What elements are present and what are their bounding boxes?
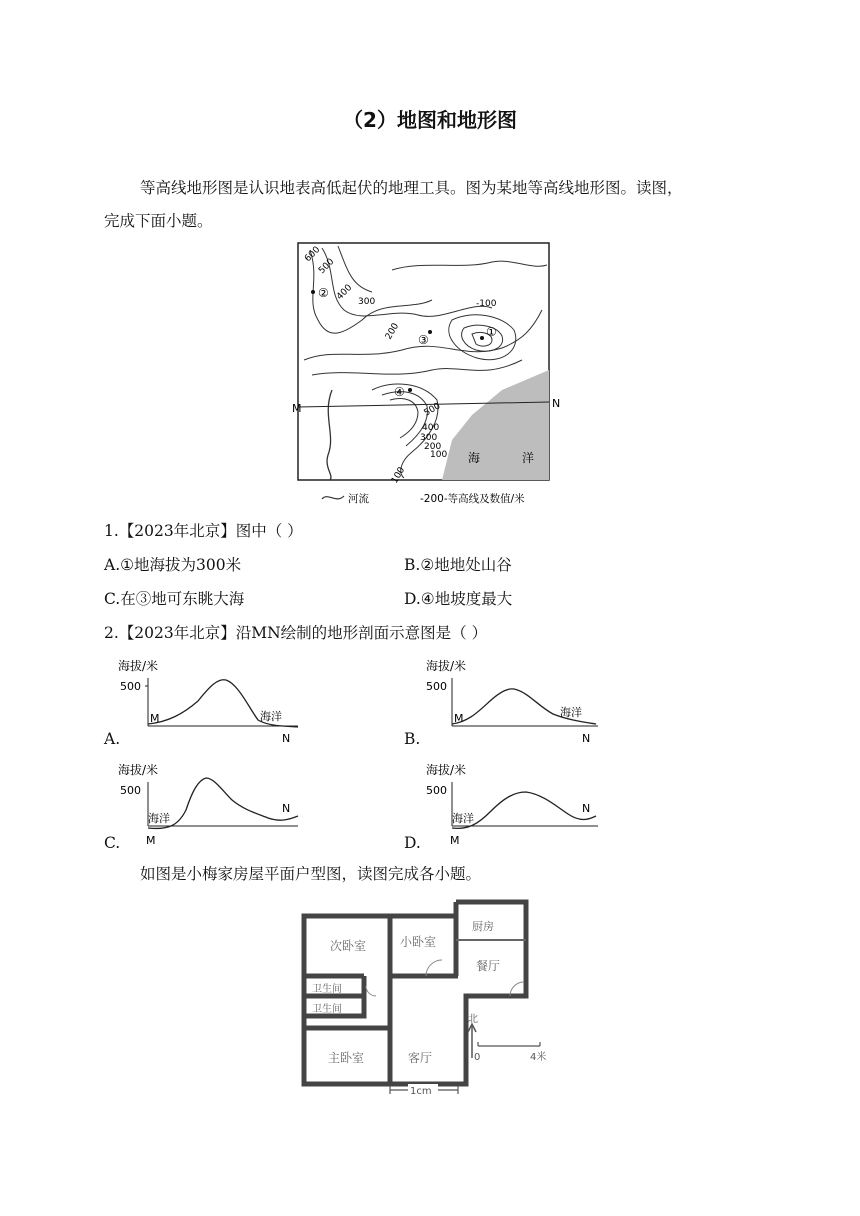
q1-option-a[interactable]: A.①地海拔为300米 bbox=[104, 556, 242, 574]
profile-c[interactable] bbox=[118, 760, 308, 852]
contour-map bbox=[292, 240, 560, 508]
profile-n: N bbox=[282, 732, 291, 745]
profile-m: M bbox=[454, 712, 464, 725]
profile-d[interactable] bbox=[418, 760, 608, 852]
profile-m: M bbox=[146, 834, 156, 847]
point-3-label: ③ bbox=[418, 333, 429, 347]
profile-sea: 海洋 bbox=[148, 812, 170, 825]
contour-value: 400 bbox=[422, 423, 440, 433]
point-1-dot bbox=[480, 336, 484, 340]
contour-value: 300 bbox=[420, 433, 438, 443]
contour-value: -100 bbox=[476, 299, 497, 309]
contour-value: 200 bbox=[424, 442, 442, 452]
scale-end: 4米 bbox=[530, 1052, 547, 1063]
contour-value: 100 bbox=[389, 465, 408, 486]
contour-value: 400 bbox=[335, 282, 355, 303]
q2-option-d-letter[interactable]: D. bbox=[404, 834, 421, 852]
room-small-bedroom: 小卧室 bbox=[400, 935, 437, 949]
profile-ytick: 500 bbox=[120, 784, 141, 797]
n-label: N bbox=[552, 397, 560, 410]
profile-sea: 海洋 bbox=[560, 706, 582, 719]
legend-contour: -200-等高线及数值/米 bbox=[420, 493, 525, 505]
contour-value: 300 bbox=[358, 297, 376, 307]
profile-n: N bbox=[282, 802, 291, 815]
q1-option-b[interactable]: B.②地地处山谷 bbox=[404, 556, 512, 574]
point-4-label: ④ bbox=[394, 385, 405, 399]
floor-plan bbox=[300, 896, 550, 1096]
profile-a[interactable] bbox=[118, 656, 308, 748]
q1-stem: 1.【2023年北京】图中（ ） bbox=[104, 522, 303, 540]
point-1-label: ① bbox=[486, 325, 497, 339]
ruler-label: 1cm bbox=[410, 1086, 432, 1096]
scale-zero: 0 bbox=[474, 1052, 481, 1063]
sea-label-2: 洋 bbox=[522, 451, 535, 465]
profile-m: M bbox=[150, 712, 160, 725]
profile-ytick: 500 bbox=[426, 784, 447, 797]
room-living: 客厅 bbox=[408, 1051, 433, 1065]
intro-line-2: 完成下面小题。 bbox=[104, 212, 213, 230]
north-label: 北 bbox=[468, 1014, 478, 1025]
profile-b[interactable] bbox=[418, 656, 608, 748]
q2-option-b-letter[interactable]: B. bbox=[404, 730, 421, 748]
m-label: M bbox=[292, 402, 302, 415]
profile-ylabel: 海拔/米 bbox=[426, 659, 467, 673]
point-2-dot bbox=[311, 290, 315, 294]
q1-option-c[interactable]: C.在③地可东眺大海 bbox=[104, 590, 245, 608]
intro-line-1: 等高线地形图是认识地表高低起伏的地理工具。图为某地等高线地形图。读图， bbox=[140, 179, 683, 197]
room-bathroom-2: 卫生间 bbox=[312, 1004, 342, 1015]
room-second-bedroom: 次卧室 bbox=[330, 939, 367, 953]
q2-option-c-letter[interactable]: C. bbox=[104, 834, 121, 852]
contour-value: 600 bbox=[303, 244, 323, 265]
q2-option-a-letter[interactable]: A. bbox=[104, 730, 121, 748]
profile-ytick: 500 bbox=[120, 680, 141, 693]
sea-label-1: 海 bbox=[468, 451, 481, 465]
q1-option-d[interactable]: D.④地坡度最大 bbox=[404, 590, 513, 608]
legend-river-symbol bbox=[322, 496, 344, 499]
point-2-label: ② bbox=[318, 286, 329, 300]
section-title: （2）地图和地形图 bbox=[343, 108, 517, 132]
profile-n: N bbox=[582, 732, 591, 745]
profile-sea: 海洋 bbox=[260, 710, 282, 723]
contour-value: 200 bbox=[383, 321, 402, 342]
contour-value: 100 bbox=[430, 450, 448, 460]
profile-ylabel: 海拔/米 bbox=[118, 763, 159, 777]
profile-ylabel: 海拔/米 bbox=[118, 659, 159, 673]
profile-m: M bbox=[450, 834, 460, 847]
contour-value: 500 bbox=[317, 256, 337, 277]
room-dining: 餐厅 bbox=[476, 959, 501, 973]
room-kitchen: 厨房 bbox=[472, 920, 494, 933]
point-4-dot bbox=[408, 388, 412, 392]
profile-n: N bbox=[582, 802, 591, 815]
floorplan-intro: 如图是小梅家房屋平面户型图，读图完成各小题。 bbox=[140, 865, 482, 883]
profile-ylabel: 海拔/米 bbox=[426, 763, 467, 777]
room-bathroom-1: 卫生间 bbox=[312, 984, 342, 995]
legend-river: 河流 bbox=[348, 493, 369, 505]
profile-ytick: 500 bbox=[426, 680, 447, 693]
q2-stem: 2.【2023年北京】沿MN绘制的地形剖面示意图是（ ） bbox=[104, 624, 488, 642]
contour-value: 500 bbox=[422, 401, 443, 419]
profile-sea: 海洋 bbox=[452, 812, 474, 825]
room-master-bedroom: 主卧室 bbox=[328, 1051, 365, 1065]
